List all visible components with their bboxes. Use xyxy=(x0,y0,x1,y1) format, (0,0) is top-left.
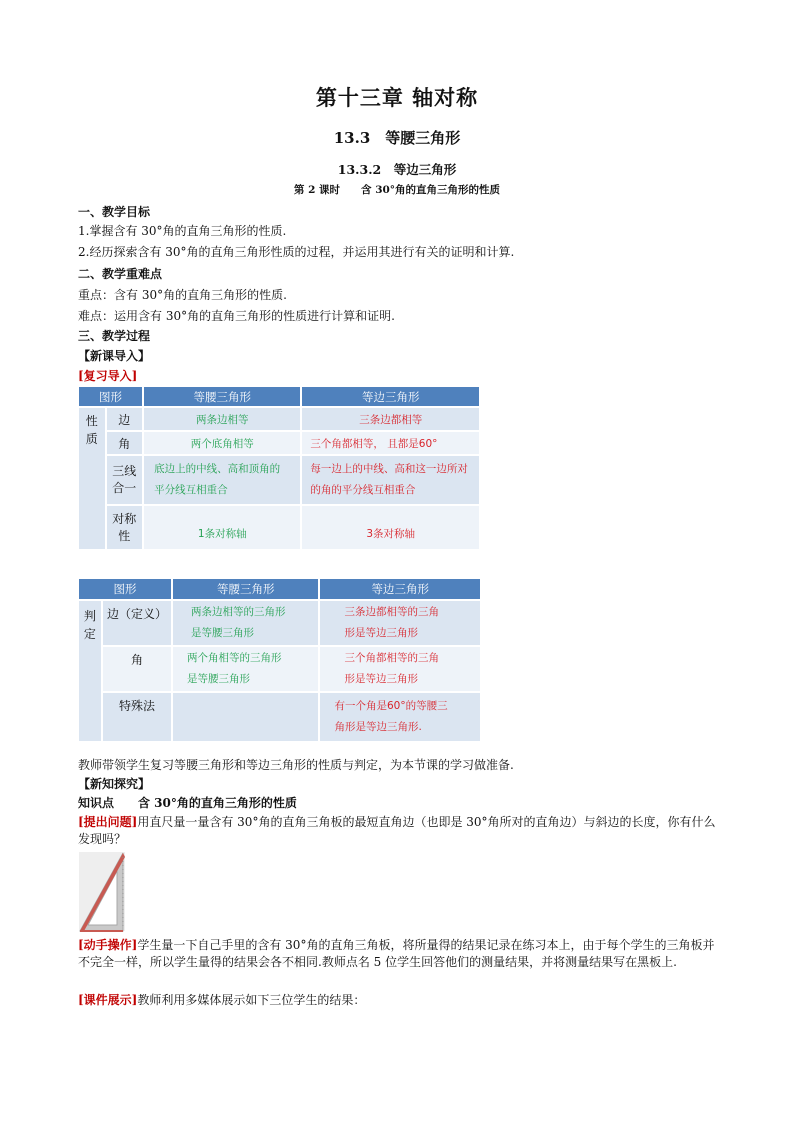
question-text: 用直尺量一量含有 30°角的直角三角板的最短直角边（也即是 30°角所对的直角边）与斜边的长度，你有什么发现吗？ xyxy=(78,815,716,846)
focus-text: 重点：含有 30°角的直角三角形的性质. xyxy=(78,288,287,302)
table2-header-shape: 图形 xyxy=(78,578,172,600)
table2-group-label: 判定 xyxy=(78,600,102,742)
table1-iso-cell: 两个底角相等 xyxy=(143,431,301,455)
explore-heading: 【新知探究】 xyxy=(78,777,151,791)
chapter-title: 第十三章 轴对称 xyxy=(315,86,479,110)
table2-header-iso: 等腰三角形 xyxy=(172,578,319,600)
table1-row-label: 边 xyxy=(106,407,144,431)
review-summary: 教师带领学生复习等腰三角形和等边三角形的性质与判定，为本节课的学习做准备. xyxy=(78,758,514,772)
table1-header-shape: 图形 xyxy=(78,386,143,407)
display-tag: [课件展示] xyxy=(78,993,138,1007)
table2-equi-cell: 三条边都相等的三角形是等边三角形 xyxy=(319,600,481,646)
table1-header-iso: 等腰三角形 xyxy=(143,386,301,407)
table2-row-label: 特殊法 xyxy=(102,692,172,742)
criteria-table xyxy=(77,577,482,743)
operation-tag: [动手操作] xyxy=(78,938,138,952)
objective-1: 1.掌握含有 30°角的直角三角形的性质. xyxy=(78,224,287,238)
table1-equi-cell: 三条边都相等 xyxy=(301,407,480,431)
display-text: 教师利用多媒体展示如下三位学生的结果： xyxy=(137,993,366,1007)
table1-equi-cell: 每一边上的中线、高和这一边所对的角的平分线互相重合 xyxy=(301,455,480,505)
table1-iso-cell: 两条边相等 xyxy=(143,407,301,431)
objective-2: 2.经历探索含有 30°角的直角三角形性质的过程，并运用其进行有关的证明和计算. xyxy=(78,245,515,259)
table2-iso-cell xyxy=(172,692,319,742)
table2-iso-cell: 两条边相等的三角形是等腰三角形 xyxy=(172,600,319,646)
display-paragraph xyxy=(78,992,722,1009)
table1-equi-cell: 三个角都相等， 且都是60° xyxy=(301,431,480,455)
table1-equi-cell: 3条对称轴 xyxy=(301,505,480,550)
table1-iso-cell: 底边上的中线、高和顶角的平分线互相重合 xyxy=(143,455,301,505)
table2-iso-cell: 两个角相等的三角形是等腰三角形 xyxy=(172,646,319,692)
table1-iso-cell: 1条对称轴 xyxy=(143,505,301,550)
objectives-title: 一、教学目标 xyxy=(78,205,151,219)
table2-equi-cell: 有一个角是60°的等腰三角形是等边三角形. xyxy=(319,692,481,742)
section-title: 13.3 等腰三角形 xyxy=(333,129,461,147)
operation-paragraph xyxy=(78,937,722,971)
table2-header-equi: 等边三角形 xyxy=(319,578,481,600)
table2-equi-cell: 三个角都相等的三角形是等边三角形 xyxy=(319,646,481,692)
lesson-title: 第 2 课时 含 30°角的直角三角形的性质 xyxy=(293,184,501,196)
process-title: 三、教学过程 xyxy=(78,329,151,343)
question-paragraph xyxy=(78,814,722,848)
table1-row-label: 对称性 xyxy=(106,505,144,550)
table2-row-label: 角 xyxy=(102,646,172,692)
knowledge-point: 知识点 含 30°角的直角三角形的性质 xyxy=(78,796,297,810)
operation-text: 学生量一下自己手里的含有 30°角的直角三角板，将所量得的结果记录在练习本上，由于每个学生的三角板并不完全一样，所以学生量得的结果会各不相同.教师点名 5 位学生回答他们的测量结果，并将测量结果写在黑板上. xyxy=(78,938,715,969)
key-points-title: 二、教学重难点 xyxy=(78,267,163,281)
table1-group-label: 性质 xyxy=(78,407,106,550)
table2-row-label: 边（定义） xyxy=(102,600,172,646)
subsection-title: 13.3.2 等边三角形 xyxy=(337,162,457,177)
table1-row-label: 三线合一 xyxy=(106,455,144,505)
review-tag: [复习导入] xyxy=(78,369,138,383)
properties-table xyxy=(77,385,481,551)
triangle-ruler-image xyxy=(77,851,127,933)
question-tag: [提出问题] xyxy=(78,815,138,829)
difficulty-text: 难点：运用含有 30°角的直角三角形的性质进行计算和证明. xyxy=(78,309,395,323)
intro-heading: 【新课导入】 xyxy=(78,349,151,363)
table1-row-label: 角 xyxy=(106,431,144,455)
table1-header-equi: 等边三角形 xyxy=(301,386,480,407)
